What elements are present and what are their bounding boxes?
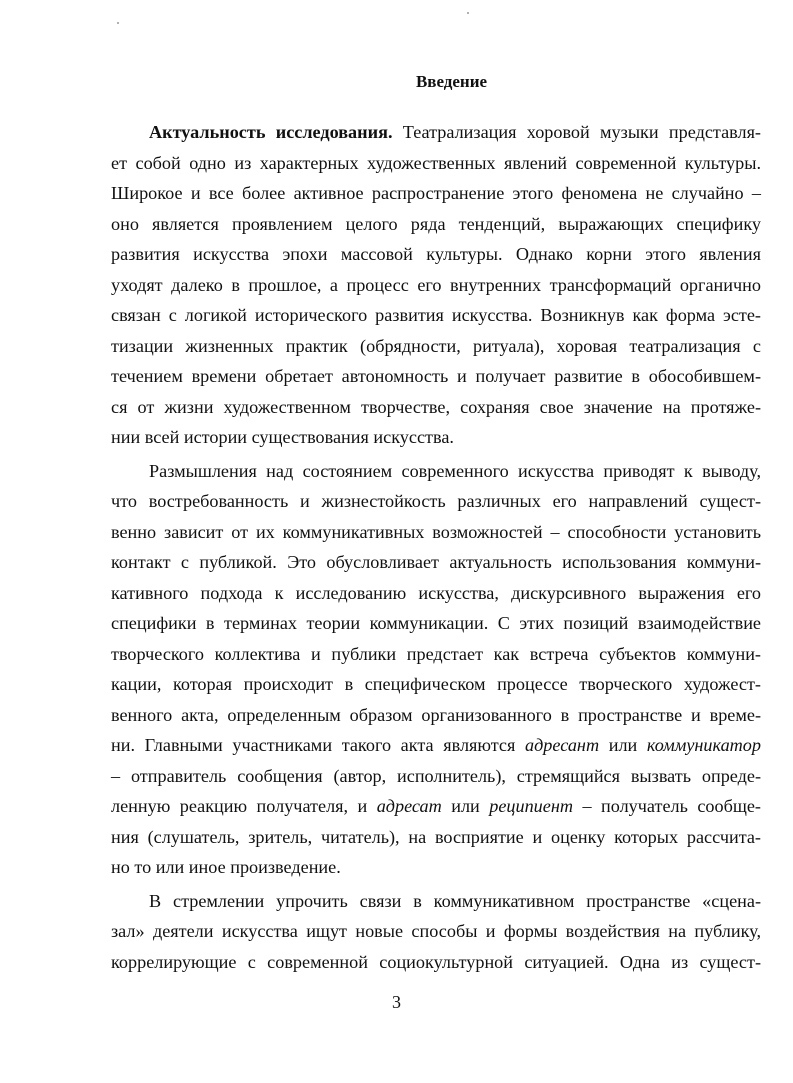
- scan-speck: [467, 12, 469, 14]
- text-line: коррелирующие с современной социокультурной ситуацией. Одна из сущест-: [111, 951, 761, 972]
- text-line: ни. Главными участниками такого акта являются адресант или коммуникатор: [111, 735, 761, 755]
- page-number: 3: [392, 992, 401, 1012]
- text-line: тизации жизненных практик (обрядности, ритуала), хоровая театрализация с: [111, 335, 761, 356]
- text-line: развития искусства эпохи массовой культуры. Однако корни этого явления: [111, 244, 761, 264]
- text-line: связан с логикой исторического развития искусства. Возникнув как форма эсте-: [111, 305, 761, 325]
- text-line: – отправитель сообщения (автор, исполнитель), стремящийся вызвать опреде-: [111, 765, 761, 786]
- text-line: В стремлении упрочить связи в коммуникативном пространстве «сцена-: [149, 890, 761, 911]
- text-line: кации, которая происходит в специфическом процессе творческого художест-: [111, 674, 761, 694]
- scan-speck: [117, 22, 119, 24]
- text-line: Размышления над состоянием современного искусства приводят к выводу,: [149, 460, 761, 481]
- text-line: венно зависит от их коммуникативных возможностей – способности установить: [111, 521, 761, 542]
- text-line: Широкое и все более активное распространение этого феномена не случайно –: [111, 183, 761, 203]
- text-line: Актуальность исследования. Театрализация хоровой музыки представля-: [149, 122, 761, 142]
- text-line: ния (слушатель, зритель, читатель), на восприятие и оценку которых рассчита-: [111, 826, 761, 847]
- text-line: уходят далеко в прошлое, а процесс его внутренних трансформаций органично: [111, 274, 761, 295]
- text-line: ленную реакцию получателя, и адресат или реципиент – получатель сообще-: [111, 796, 761, 816]
- text-line: что востребованность и жизнестойкость различных его направлений сущест-: [111, 491, 761, 511]
- text-line: нии всей истории существования искусства.: [111, 427, 454, 447]
- text-line: кативного подхода к исследованию искусства, дискурсивного выражения его: [111, 582, 761, 603]
- text-line: творческого коллектива и публики предстает как встреча субъектов коммуни-: [111, 643, 761, 664]
- text-line: ет собой одно из характерных художественных явлений современной культуры.: [111, 152, 761, 173]
- text-line: специфики в терминах теории коммуникации. С этих позиций взаимодействие: [111, 613, 761, 633]
- text-line: ся от жизни художественном творчестве, сохраняя свое значение на протяже-: [111, 396, 761, 417]
- body-text: [111, 117, 761, 977]
- text-line: зал» деятели искусства ищут новые способы и формы воздействия на публику,: [111, 921, 761, 941]
- section-heading: Введение: [415, 72, 488, 91]
- text-line: контакт с публикой. Это обусловливает актуальность использования коммуни-: [111, 552, 761, 572]
- text-line: оно является проявлением целого ряда тенденций, выражающих специфику: [111, 213, 761, 234]
- text-line: венного акта, определенным образом организованного в пространстве и време-: [111, 704, 761, 725]
- lead-phrase: Актуальность исследования.: [149, 122, 393, 142]
- text-line: течением времени обретает автономность и получает развитие в обособившем-: [111, 366, 761, 386]
- text-line: но то или иное произведение.: [111, 857, 341, 877]
